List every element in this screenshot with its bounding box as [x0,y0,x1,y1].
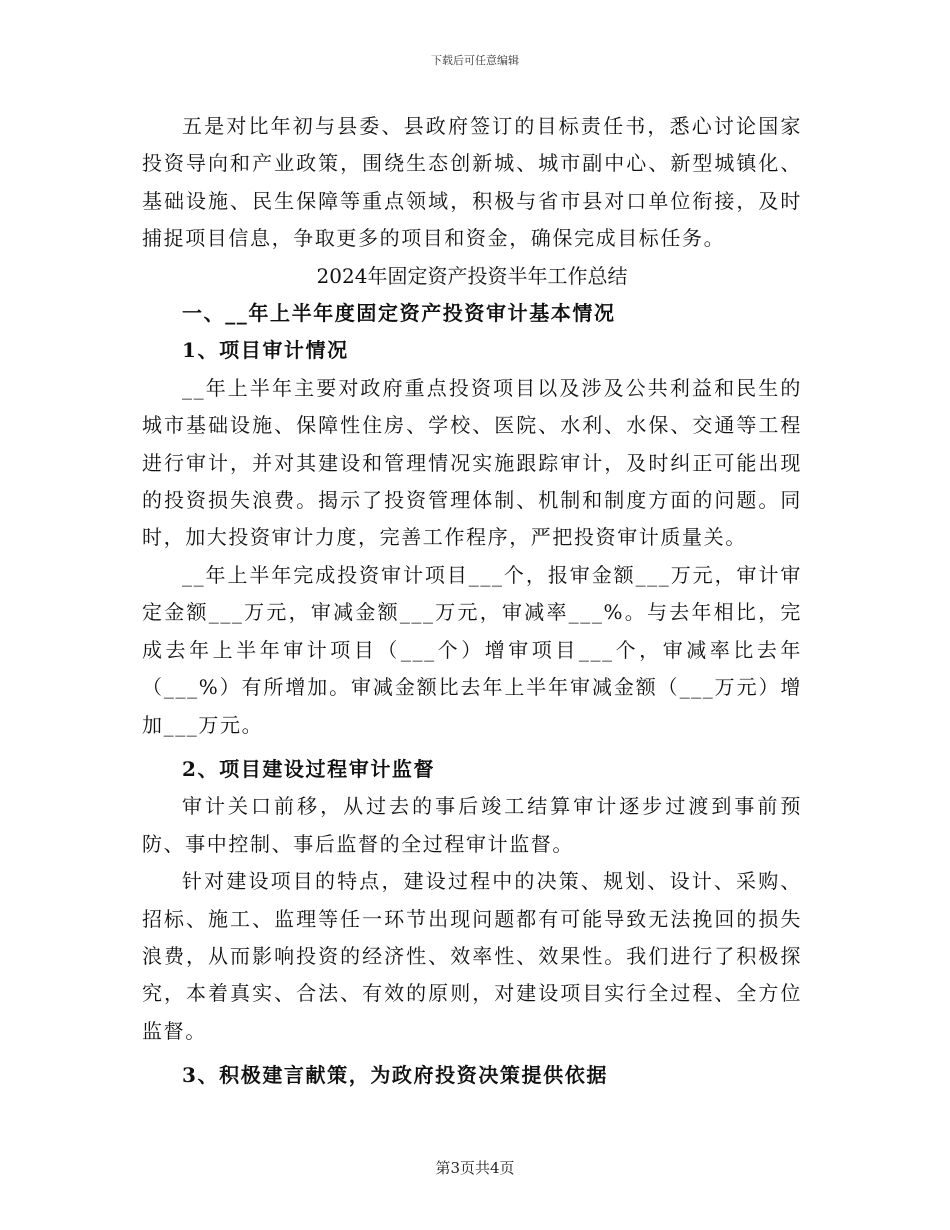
paragraph-audit-scope: __年上半年主要对政府重点投资项目以及涉及公共利益和民生的城市基础设施、保障性住房、学校、医院、水利、水保、交通等工程进行审计，并对其建设和管理情况实施跟踪审计，及时纠正可能出现的投资损失浪费。揭示了投资管理体制、机制和制度方面的问题。同时，加大投资审计力度，完善工作程序，严把投资审计质量关。 [142,375,802,550]
subsection-heading-1: 1、项目审计情况 [182,338,349,363]
document-title: 2024年固定资产投资半年工作总结 [316,263,628,288]
paragraph-whole-process-supervision: 针对建设项目的特点，建设过程中的决策、规划、设计、采购、招标、施工、监理等任一环节出现问题都有可能导致无法挽回的损失浪费，从而影响投资的经济性、效率性、效果性。我们进行了积极探究，本着真实、合法、有效的原则，对建设项目实行全过程、全方位监督。 [142,869,802,1043]
page-footer: 第3页共4页 [435,1159,515,1177]
paragraph-goal-responsibility: 五是对比年初与县委、县政府签订的目标责任书，悉心讨论国家投资导向和产业政策，围绕生态创新城、城市副中心、新型城镇化、基础设施、民生保障等重点领域，积极与省市县对口单位衔接，及时捕捉项目信息，争取更多的项目和资金，确保完成目标任务。 [142,114,802,251]
page-header: 下载后可任意编辑 [431,54,519,67]
subsection-heading-2: 2、项目建设过程审计监督 [182,756,436,781]
section-heading-1: 一、__年上半年度固定资产投资审计基本情况 [182,301,616,326]
subsection-heading-3: 3、积极建言献策，为政府投资决策提供依据 [182,1063,608,1088]
document-body [142,108,802,1095]
paragraph-audit-shift: 审计关口前移，从过去的事后竣工结算审计逐步过渡到事前预防、事中控制、事后监督的全过程审计监督。 [142,794,802,856]
paragraph-audit-figures: __年上半年完成投资审计项目___个，报审金额___万元，审计审定金额___万元，审减金额___万元，审减率___%。与去年相比，完成去年上半年审计项目（___个）增审项目___个，审减率比去年（___%）有所增加。审减金额比去年上半年审减金额（___万元）增加___万元。 [142,562,802,737]
